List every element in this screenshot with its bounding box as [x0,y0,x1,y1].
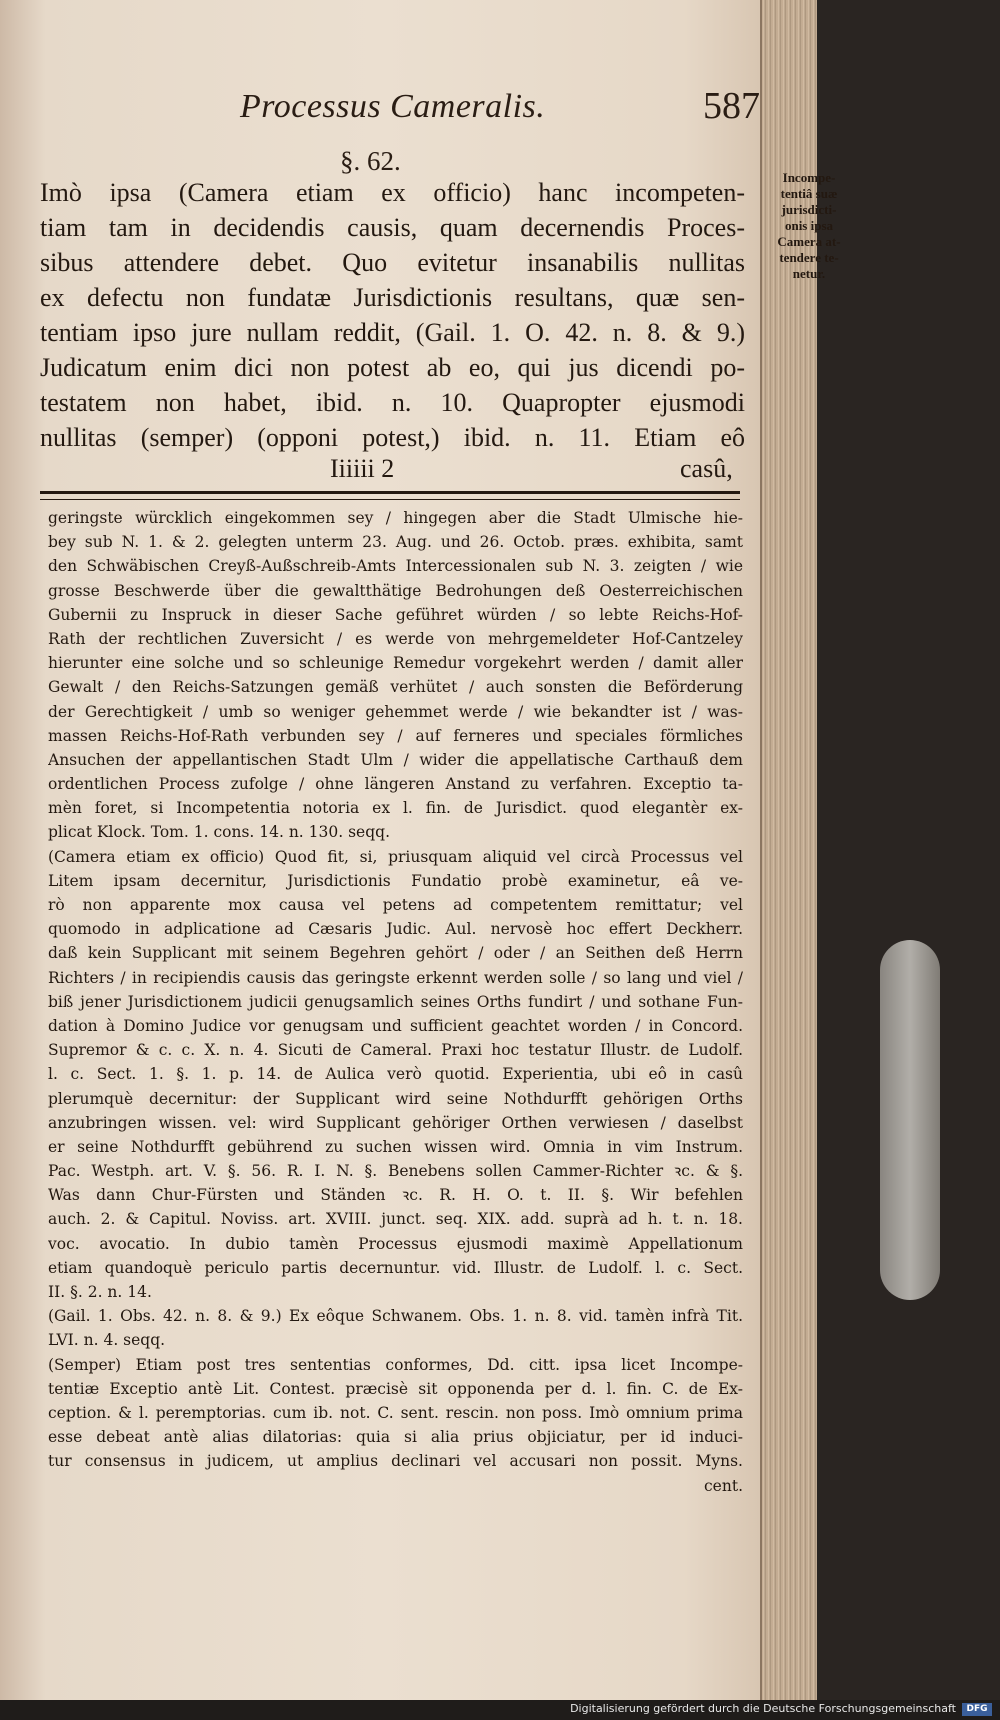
note-line: den Schwäbischen Creyß-Außschreib-Amts Intercessionalen sub N. 3. zeigten / wie [48,557,743,576]
note-line: grosse Beschwerde über die gewaltthätige Bedrohungen deß Oesterreichischen [48,581,743,600]
note-line: Gubernii zu Inspruck in dieser Sache geführet würden / so lebte Reichs-Hof- [48,605,743,624]
note-line: der Gerechtigkeit / umb so weniger gehemmet werde / wie bekandter ist / was- [48,702,743,721]
note-line: LVI. n. 4. seqq. [48,1331,166,1350]
printer-signature: Iiiiii 2 [330,454,395,483]
note-line: Richters / in recipiendis causis das geringste erkennt werden solle / so lang und viel / [48,968,743,987]
main-line: Judicatum enim dici non potest ab eo, qui jus dicendi po- [40,353,745,382]
main-line: sibus attendere debet. Quo evitetur insanabilis nullitas [40,248,745,277]
margin-note-line: Incompe- [782,170,836,185]
note-line: esse debeat antè alias dilatorias: quia si alia prius objiciatur, per id induci- [48,1428,743,1447]
main-line: Imò ipsa (Camera etiam ex officio) hanc incompeten- [40,178,745,207]
margin-note-line: jurisdicti- [781,202,837,217]
main-line: tentiam ipso jure nullam reddit, (Gail. 1. O. 42. n. 8. & 9.) [40,318,745,347]
note-line: mèn foret, si Incompetentia notoria ex l. fin. de Jurisdict. quod elegantèr ex- [48,799,743,818]
note-line: auch. 2. & Capitul. Noviss. art. XVIII. junct. seq. XIX. add. suprà ad h. t. n. 18. [48,1210,743,1229]
note-line: ception. & l. peremptorias. cum ib. not. C. sent. rescin. non poss. Imò omnium prima [48,1403,743,1422]
margin-note-line: tendere te- [779,250,839,265]
note-line: Ansuchen der appellantischen Stadt Ulm / wider die appellatische Carthauß dem [48,750,743,769]
note-line: Supremor & c. c. X. n. 4. Sicuti de Cameral. Praxi hoc testatur Illustr. de Ludolf. [48,1041,743,1060]
note-line: quomodo in adplicatione ad Cæsaris Judic. Aul. nervosè hoc effert Deckherr. [48,920,743,939]
main-line: testatem non habet, ibid. n. 10. Quapropter ejusmodi [40,388,745,417]
note-line: Rath der rechtlichen Zuversicht / es werde von mehrgemeldeter Hof-Cantzeley [48,629,743,648]
note-line: plicat Klock. Tom. 1. cons. 14. n. 130. seqq. [48,823,390,842]
note-line: (Camera etiam ex officio) Quod fit, si, priusquam aliquid vel circà Processus vel [48,847,743,866]
note-line: tentiæ Exceptio antè Lit. Contest. præcisè sit opponenda per d. l. fin. C. de Ex- [48,1379,743,1398]
note-line: Pac. Westph. art. V. §. 56. R. I. N. §. Benebens sollen Cammer-Richter ꝛc. & §. [48,1162,743,1181]
note-line: plerumquè decernitur: der Supplicant wird seine Nothdurfft gehörigen Orths [48,1089,743,1108]
page-header [240,85,760,138]
margin-note-line: netur. [792,266,826,281]
main-line: tiam tam in decidendis causis, quam decernendis Proces- [40,213,745,242]
note-line: II. §. 2. n. 14. [48,1283,152,1301]
note-line: daß kein Supplicant mit seinem Begehren gehört / oder / an Seithen deß Herrn [48,944,743,963]
note-line: Gewalt / den Reichs-Satzungen gemäß verhütet / auch sonsten die Beförderung [48,678,743,697]
footer-bar [0,1700,1000,1720]
note-line: geringste würcklich eingekommen sey / hingegen aber die Stadt Ulmische hie- [48,509,743,527]
note-line: Was dann Chur-Fürsten und Ständen ꝛc. R. H. O. t. II. §. Wir befehlen [48,1186,743,1205]
note-line: etiam quandoquè periculo partis decernuntur. vid. Illustr. de Ludolf. l. c. Sect. [48,1258,743,1277]
note-line: (Semper) Etiam post tres sententias conformes, Dd. citt. ipsa licet Incompe- [48,1355,743,1374]
digitization-note: Digitalisierung gefördert durch die Deutsche Forschungsgemeinschaft [570,1702,956,1715]
main-paragraph [40,175,745,455]
margin-note-line: onis ipsa [784,218,834,233]
note-line: tur consensus in judicem, ut amplius declinari vel accusari non possit. Myns. [48,1452,743,1471]
footnote-block [48,506,743,1498]
note-line: cent. [704,1476,743,1495]
note-line: hierunter eine solche und so schleunige Remedur vorgekehrt werden / damit aller [48,654,743,673]
note-line: voc. avocatio. In dubio tamèn Processus ejusmodi maximè Appellationum [48,1234,743,1253]
note-line: dation à Domino Judice vor genugsam und sufficient geachtet worden / in Concord. [48,1016,743,1035]
catchword: casû, [680,454,733,483]
note-line: ordentlichen Process zufolge / ohne längeren Anstand zu verfahren. Exceptio ta- [48,775,743,794]
note-line: rò non apparente mox causa vel petens ad competentem remittatur; vel [48,896,743,914]
note-line: er seine Nothdurfft gebührend zu suchen wissen wird. Omnia in vim Instrum. [48,1137,743,1156]
note-line: l. c. Sect. 1. §. 1. p. 14. de Aulica verò quotid. Experientia, ubi eô in casû [48,1065,743,1084]
main-line: nullitas (semper) (opponi potest,) ibid. n. 11. Etiam eô [40,423,745,452]
note-line: Litem ipsam decernitur, Jurisdictionis Fundatio probè examinetur, eâ ve- [48,871,743,890]
page-number: 587 [703,85,760,127]
note-line: bey sub N. 1. & 2. gelegten unterm 23. Aug. und 26. Octob. præs. exhibita, samt [48,533,743,552]
note-line: biß jener Jurisdictionem judicii genugsamlich seines Orths fundirt / und sothane Fun- [48,992,743,1011]
margin-note-line: tentiâ suæ [780,186,838,201]
note-line: (Gail. 1. Obs. 42. n. 8. & 9.) Ex eôque Schwanem. Obs. 1. n. 8. vid. tamèn infrà Tit. [48,1307,743,1326]
main-line: ex defectu non fundatæ Jurisdictionis resultans, quæ sen- [40,283,745,312]
bookmark-ribbon [880,940,940,1300]
note-line: massen Reichs-Hof-Rath verbunden sey / auf ferneres und speciales förmliches [48,726,743,745]
section-number: §. 62. [340,146,401,176]
note-line: anzubringen wissen. vel: wird Supplicant gehöriger Orthen verwiesen / daselbst [48,1113,743,1132]
running-title: Processus Cameralis. [240,88,546,125]
margin-note [765,170,853,282]
margin-note-line: Camera at- [777,234,841,249]
dfg-logo: DFG [962,1703,992,1716]
separator-rule [40,491,740,500]
